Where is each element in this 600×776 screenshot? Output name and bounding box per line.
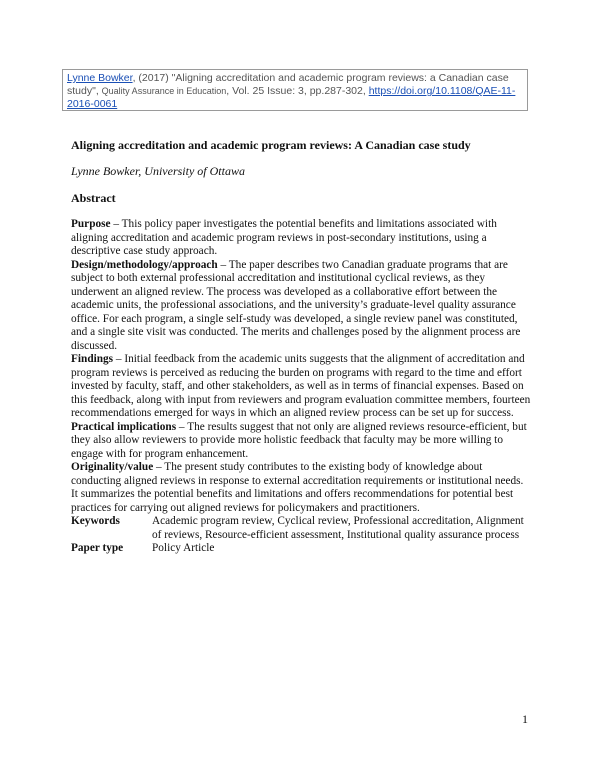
- keywords-text: Academic program review, Cyclical review, Professional accreditation, Alignment of reviews, Resource-efficient assessment, Institutional quality assurance process: [152, 515, 524, 541]
- purpose-paragraph: [71, 218, 533, 259]
- practical-paragraph: [71, 421, 533, 462]
- article-title: Aligning accreditation and academic program reviews: A Canadian case study: [71, 138, 471, 152]
- doi-link[interactable]: https://doi.org/10.1108/QAE-11-2016-0061: [67, 85, 516, 110]
- purpose-text: – This policy paper investigates the potential benefits and limitations associated with aligning accreditation and academic program reviews in post-secondary institutions, using a descriptive case study approach.: [71, 218, 497, 257]
- volume-pages: , Vol. 25 Issue: 3, pp.287-302,: [226, 85, 369, 97]
- design-paragraph: [71, 259, 533, 354]
- page-number: 1: [522, 712, 528, 726]
- practical-label: Practical implications: [71, 420, 177, 433]
- citation-box: [62, 69, 528, 111]
- paper-type-row: [71, 542, 533, 556]
- paper-type-label: Paper type: [71, 542, 124, 554]
- originality-label: Originality/value: [71, 461, 154, 473]
- citation-text: , (2017) "Aligning accreditation and academic program reviews: a Canadian case study",: [67, 72, 509, 97]
- paper-type-text: Policy Article: [152, 542, 215, 554]
- purpose-label: Purpose: [71, 218, 111, 230]
- practical-text: – The results suggest that not only are aligned reviews resource-efficient, but they also allow reviewers to provide more holistic feedback that faculty may be more willing to engage with for program enhancement.: [71, 420, 527, 460]
- originality-paragraph: [71, 461, 533, 515]
- abstract-heading: Abstract: [71, 191, 116, 205]
- design-label: Design/methodology/approach: [71, 258, 218, 271]
- findings-paragraph: [71, 353, 533, 421]
- design-text: – The paper describes two Canadian graduate programs that are subject to both external professional accreditation and institutional cyclical reviews, as they underwent an aligned review. The process was developed as a collaborative effort between the academic units, the professional associations, and the university’s graduate-level quality assurance office. For each program, a single self-study was developed, a single review panel was constituted, and a single site visit was conducted. The merits and challenges posed by the alignment process are discussed.: [71, 258, 521, 352]
- findings-label: Findings: [71, 353, 114, 365]
- keywords-label: Keywords: [71, 515, 120, 527]
- originality-text: – The present study contributes to the existing body of knowledge about conducting aligned reviews in response to external accreditation requirements or institutional needs. It summarizes the potential benefits and limitations and offers recommendations for potential best practices for carrying out aligned reviews for policymakers and practitioners.: [71, 461, 524, 514]
- keywords-row: [71, 515, 533, 542]
- article-author: Lynne Bowker, University of Ottawa: [71, 164, 245, 178]
- findings-text: – Initial feedback from the academic units suggests that the alignment of accreditation and program reviews is perceived as reducing the burden on programs with regard to the time and effort invested by faculty, staff, and other stakeholders, as well as in terms of financial expenses. Based on this feedback, along with input from reviewers and program evaluation committee members, fourteen recommendations emerged for ways in which an aligned review process can be set up for success.: [71, 353, 531, 419]
- abstract-body: [71, 218, 533, 556]
- journal-name: Quality Assurance in Education: [101, 86, 227, 96]
- author-link[interactable]: Lynne Bowker: [67, 72, 133, 84]
